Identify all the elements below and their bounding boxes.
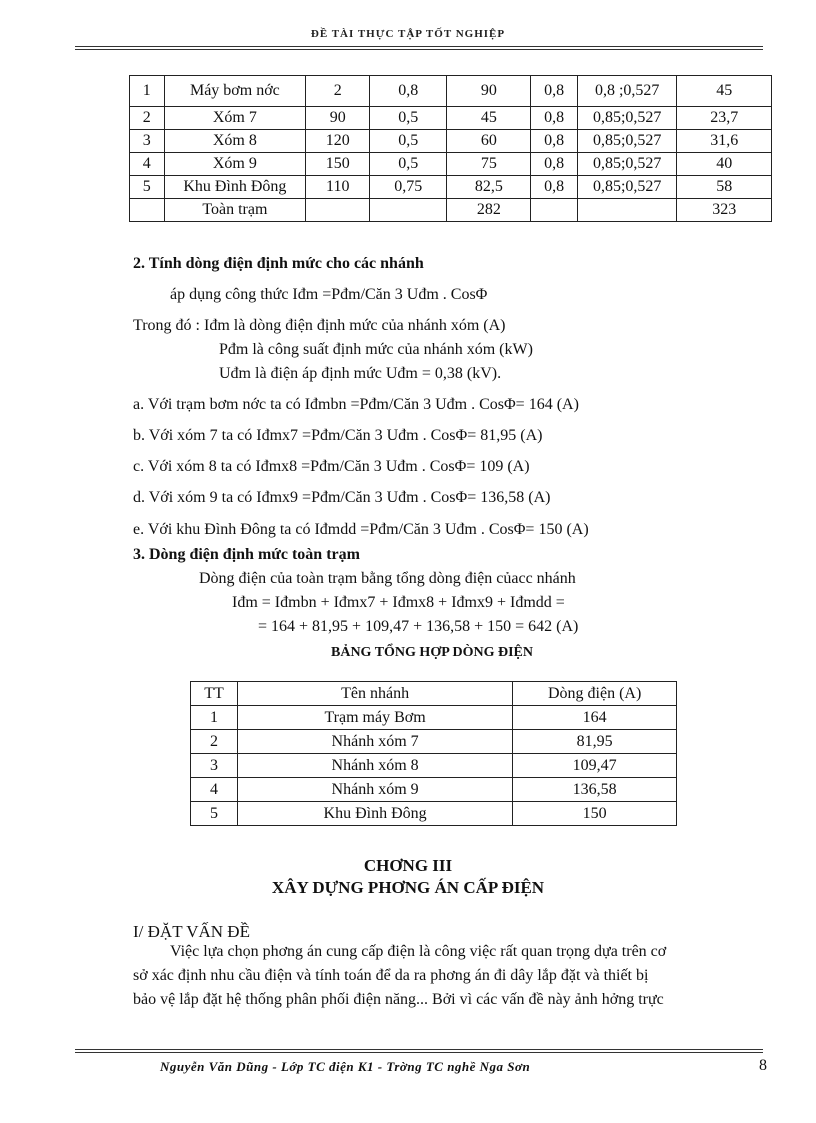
table-cell: Toàn trạm [164,199,306,222]
table-cell: 90 [306,107,370,130]
table-cell: 110 [306,176,370,199]
table-cell: 109,47 [513,754,677,778]
table-cell: 81,95 [513,730,677,754]
paragraph-line-3: bảo vệ lắp đặt hệ thống phân phối điện năng... Bởi vì các vấn đề này ảnh hởng trực [133,991,664,1008]
table-cell: 58 [677,176,772,199]
where-line-3: Uđm là điện áp định mức Uđm = 0,38 (kV). [219,365,502,382]
table-cell: Nhánh xóm 9 [237,778,512,802]
table-cell: 1 [191,706,238,730]
table-cell: 0,5 [370,130,447,153]
section-3-heading: 3. Dòng điện định mức toàn trạm [133,546,360,563]
table-cell: 23,7 [677,107,772,130]
table-cell: Xóm 8 [164,130,306,153]
table-cell: 0,85;0,527 [577,130,676,153]
total-line-2: Iđm = Iđmbn + Iđmx7 + Iđmx8 + Iđmx9 + Iđmdd = [232,594,565,611]
chapter-title: CHƠNG III [363,856,453,875]
column-header: Dòng điện (A) [513,682,677,706]
table-row [130,107,772,130]
table-cell: Xóm 7 [164,107,306,130]
table-cell: 4 [130,153,165,176]
table-cell: 150 [306,153,370,176]
table-cell: 60 [447,130,531,153]
table-cell: 0,8 [531,153,578,176]
table-cell: 0,8 [531,130,578,153]
running-header: ĐỀ TÀI THỰC TẬP TỐT NGHIỆP [310,28,506,40]
table-row [130,153,772,176]
table-cell: 0,8 [531,176,578,199]
table-cell: 0,8 [531,107,578,130]
summary-table-title: BẢNG TỔNG HỢP DÒNG ĐIỆN [331,645,533,660]
current-summary-table [190,681,677,826]
table-cell: 136,58 [513,778,677,802]
table-cell: 3 [191,754,238,778]
table-cell: 150 [513,802,677,826]
section-2-heading: 2. Tính dòng điện định mức cho các nhánh [133,255,424,272]
table-cell: Khu Đình Đông [164,176,306,199]
table-cell: 90 [447,76,531,107]
table-cell: Nhánh xóm 7 [237,730,512,754]
footer-author: Nguyễn Văn Dũng - Lớp TC điện K1 - Trờng TC nghề Nga Sơn [160,1059,531,1074]
table-cell: 4 [191,778,238,802]
total-line-3: = 164 + 81,95 + 109,47 + 136,58 + 150 = 642 (A) [258,618,579,635]
table-row [130,76,772,107]
header-rule [75,46,763,50]
table-cell: 120 [306,130,370,153]
table-cell: 2 [130,107,165,130]
table-header-row [191,682,677,706]
column-header: TT [191,682,238,706]
table-cell: 40 [677,153,772,176]
where-line-2: Pđm là công suất định mức của nhánh xóm (kW) [219,341,533,358]
table-row [191,706,677,730]
table-cell: 0,85;0,527 [577,107,676,130]
table-cell: Xóm 9 [164,153,306,176]
footer-rule [75,1049,763,1053]
table-cell: 31,6 [677,130,772,153]
table-cell [531,199,578,222]
calc-a: a. Với trạm bơm nớc ta có Iđmbn =Pđm/Căn 3 Uđm . CosΦ= 164 (A) [133,396,579,413]
table-cell: Nhánh xóm 8 [237,754,512,778]
table-cell: 0,5 [370,153,447,176]
table-cell: 2 [306,76,370,107]
table-cell: 0,75 [370,176,447,199]
table-cell: Máy bơm nớc [164,76,306,107]
table-row [130,199,772,222]
table-cell: 282 [447,199,531,222]
table-cell [370,199,447,222]
formula-line: áp dụng công thức Iđm =Pđm/Căn 3 Uđm . CosΦ [170,286,488,303]
table-cell [306,199,370,222]
table-cell: 0,85;0,527 [577,176,676,199]
table-cell: 82,5 [447,176,531,199]
calc-b: b. Với xóm 7 ta có Iđmx7 =Pđm/Căn 3 Uđm . CosΦ= 81,95 (A) [133,427,543,444]
table-cell: 3 [130,130,165,153]
table-cell: 0,8 [370,76,447,107]
table-cell: 5 [130,176,165,199]
table-cell [130,199,165,222]
table-cell: 5 [191,802,238,826]
column-header: Tên nhánh [237,682,512,706]
chapter-subtitle: XÂY DỰNG PHƠNG ÁN CẤP ĐIỆN [271,878,545,897]
table-row [191,778,677,802]
table-cell: Trạm máy Bơm [237,706,512,730]
total-line-1: Dòng điện của toàn trạm bằng tổng dòng điện củacc nhánh [199,570,576,587]
table-cell: 0,5 [370,107,447,130]
table-row [191,730,677,754]
paragraph-line-1: Việc lựa chọn phơng án cung cấp điện là công việc rất quan trọng dựa trên cơ [170,943,667,960]
paragraph-line-2: sở xác định nhu cầu điện và tính toán để da ra phơng án đi dây lắp đặt và thiết bị [133,967,649,984]
table-cell: 75 [447,153,531,176]
table-cell: 45 [447,107,531,130]
section-i-heading: I/ ĐẶT VẤN ĐỀ [133,922,250,941]
table-cell: 1 [130,76,165,107]
calc-c: c. Với xóm 8 ta có Iđmx8 =Pđm/Căn 3 Uđm . CosΦ= 109 (A) [133,458,530,475]
calc-e: e. Với khu Đình Đông ta có Iđmdd =Pđm/Căn 3 Uđm . CosΦ= 150 (A) [133,521,589,538]
table-cell: Khu Đình Đông [237,802,512,826]
table-cell: 2 [191,730,238,754]
table-cell: 45 [677,76,772,107]
page-number: 8 [759,1057,767,1074]
where-line-1: Trong đó : Iđm là dòng điện định mức của nhánh xóm (A) [133,317,506,334]
table-cell: 0,8 ;0,527 [577,76,676,107]
table-row [130,130,772,153]
load-table [129,75,772,222]
table-row [130,176,772,199]
table-cell: 0,85;0,527 [577,153,676,176]
table-row [191,754,677,778]
table-row [191,802,677,826]
table-cell: 323 [677,199,772,222]
table-cell: 164 [513,706,677,730]
calc-d: d. Với xóm 9 ta có Iđmx9 =Pđm/Căn 3 Uđm . CosΦ= 136,58 (A) [133,489,551,506]
table-cell: 0,8 [531,76,578,107]
table-cell [577,199,676,222]
